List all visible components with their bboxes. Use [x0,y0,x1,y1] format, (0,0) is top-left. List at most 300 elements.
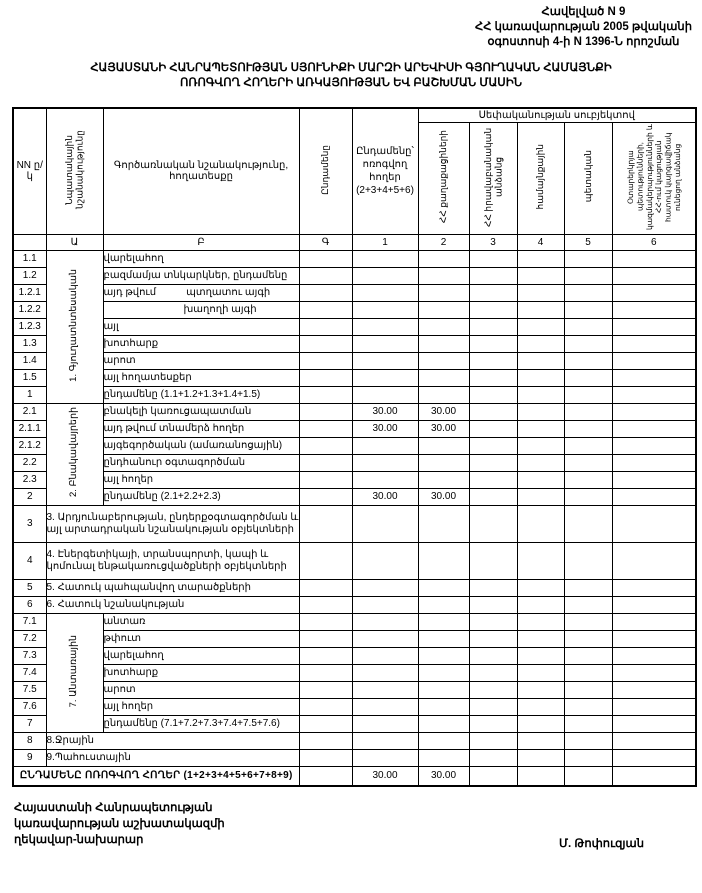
value-cell: 30.00 [418,488,469,505]
row-label: 6. Հատուկ նշանակության [46,596,299,613]
table-row [13,732,696,749]
table-row [13,318,696,335]
value-cell [564,352,612,369]
row-label: ընդամենը (2.1+2.2+2.3) [103,488,299,505]
value-cell [299,596,352,613]
row-label: այլ հողեր [103,471,299,488]
group-label [46,613,103,732]
value-cell [418,630,469,647]
table-row [13,267,696,284]
total-row-label: ԸՆԴԱՄԵՆԸ ՈՌՈԳՎՈՂ ՀՈՂԵՐ (1+2+3+4+5+6+7+8+9) [13,766,299,786]
table-row [13,335,696,352]
col-header-community-text: համայնքային [535,143,546,210]
row-label: խաղողի այգի [103,301,299,318]
value-cell [564,613,612,630]
col-letter: Գ [299,234,352,250]
document-header [475,5,692,50]
value-cell [299,471,352,488]
value-cell [418,352,469,369]
value-cell [564,318,612,335]
row-number: 6 [13,596,46,613]
row-label: ընդհանուր օգտագործման [103,454,299,471]
value-cell [612,471,696,488]
table-row [13,542,696,579]
value-cell [612,647,696,664]
value-cell [418,681,469,698]
value-cell [564,488,612,505]
value-cell [564,420,612,437]
col-letter: 3 [469,234,517,250]
value-cell [517,613,564,630]
row-label: 3. Արդյունաբերության, ընդերքօգտագործման և այլ արտադրական նշանակության օբյեկտների [46,505,299,542]
value-cell [418,596,469,613]
value-cell [517,454,564,471]
value-cell [517,732,564,749]
table-row [13,613,696,630]
value-cell [612,335,696,352]
value-cell [352,352,418,369]
value-cell [299,488,352,505]
value-cell [564,732,612,749]
value-cell [612,766,696,786]
table-row [13,596,696,613]
value-cell [517,681,564,698]
row-number: 7.3 [13,647,46,664]
value-cell [564,403,612,420]
value-cell [352,267,418,284]
row-number: 7 [13,715,46,732]
value-cell [299,386,352,403]
value-cell [469,267,517,284]
col-header-nn: NN ը/կ [13,108,46,234]
group-label [46,250,103,403]
value-cell [469,386,517,403]
value-cell [469,630,517,647]
table-row [13,647,696,664]
value-cell [352,318,418,335]
value-cell [418,505,469,542]
value-cell [418,250,469,267]
row-label: բազմամյա տնկարկներ, ընդամենը [103,267,299,284]
value-cell [517,505,564,542]
value-cell [299,698,352,715]
row-label-part-2: պտղատու այգի [186,286,271,298]
table-row [13,454,696,471]
table-letters-row [13,234,696,250]
value-cell [352,630,418,647]
value-cell [469,647,517,664]
value-cell [299,369,352,386]
value-cell [517,698,564,715]
value-cell [564,437,612,454]
value-cell [612,613,696,630]
row-label: բնակելի կառուցապատման [103,403,299,420]
row-number: 3 [13,505,46,542]
col-header-state [564,122,612,234]
value-cell [469,284,517,301]
value-cell [418,698,469,715]
value-cell [517,647,564,664]
table-row [13,766,696,786]
value-cell [469,681,517,698]
value-cell [564,542,612,579]
value-cell [469,352,517,369]
value-cell [469,335,517,352]
value-cell [612,749,696,766]
table-row [13,579,696,596]
value-cell [418,579,469,596]
col-header-purpose-text: Նպատակային նշանակությունը [64,130,85,210]
value-cell [564,698,612,715]
value-cell [469,437,517,454]
value-cell [612,488,696,505]
row-label: անտառ [103,613,299,630]
col-header-citizens [418,122,469,234]
value-cell [517,301,564,318]
value-cell [352,505,418,542]
row-label: խոտհարք [103,335,299,352]
value-cell [299,284,352,301]
row-number: 9 [13,749,46,766]
table-row [13,488,696,505]
value-cell [517,488,564,505]
value-cell [517,386,564,403]
value-cell [352,698,418,715]
value-cell [517,437,564,454]
table-row [13,369,696,386]
value-cell [612,630,696,647]
value-cell [299,352,352,369]
value-cell [469,542,517,579]
value-cell [564,369,612,386]
row-number: 1.4 [13,352,46,369]
value-cell [418,664,469,681]
value-cell [517,579,564,596]
row-label: արոտ [103,681,299,698]
row-number: 7.2 [13,630,46,647]
value-cell [517,664,564,681]
value-cell [299,715,352,732]
row-label: 5. Հատուկ պահպանվող տարածքների [46,579,299,596]
value-cell [299,749,352,766]
table-header-row-1 [13,108,696,122]
row-number: 7.6 [13,698,46,715]
value-cell [612,681,696,698]
value-cell [612,267,696,284]
value-cell [612,437,696,454]
value-cell [612,403,696,420]
row-number: 2 [13,488,46,505]
value-cell [418,335,469,352]
value-cell [418,542,469,579]
value-cell [352,301,418,318]
value-cell [469,698,517,715]
value-cell [517,284,564,301]
footer-line-1: Հայաստանի Հանրապետության [14,802,213,814]
row-label-part-1: այդ թվում [103,286,157,298]
group-label-text: 1. Գյուղատնտեսական [68,268,80,382]
table-row [13,284,696,301]
group-label [46,403,103,505]
value-cell [612,301,696,318]
value-cell [352,250,418,267]
value-cell [517,403,564,420]
table-row [13,420,696,437]
value-cell [418,732,469,749]
row-label: այգեգործական (ամառանոցային) [103,437,299,454]
value-cell [352,681,418,698]
value-cell: 30.00 [352,420,418,437]
value-cell [299,403,352,420]
row-label: ընդամենը (1.1+1.2+1.3+1.4+1.5) [103,386,299,403]
value-cell [517,369,564,386]
value-cell [299,766,352,786]
value-cell [299,318,352,335]
page-title-line-2: ՈՌՈԳՎՈՂ ՀՈՂԵՐԻ ԱՌԿԱՅՈՒԹՅԱՆ ԵՎ ԲԱՇԽՄԱՆ ՄԱՍԻՆ [179,76,523,89]
table-row [13,437,696,454]
row-number: 1.5 [13,369,46,386]
value-cell [564,749,612,766]
row-number: 1.1 [13,250,46,267]
col-letter: Ա [46,234,103,250]
table-row [13,250,696,267]
value-cell [352,542,418,579]
value-cell [517,596,564,613]
footer-line-3: ղեկավար-նախարար [14,834,144,847]
col-header-legal-entities-text: ՀՀ իրավաբանական անձանց [482,126,503,227]
value-cell [352,284,418,301]
value-cell [352,437,418,454]
value-cell [517,335,564,352]
value-cell [352,471,418,488]
value-cell [469,471,517,488]
row-label: թփուտ [103,630,299,647]
value-cell [612,318,696,335]
value-cell [299,647,352,664]
value-cell [564,386,612,403]
row-number: 7.1 [13,613,46,630]
value-cell [517,471,564,488]
value-cell [352,579,418,596]
col-header-total [299,108,352,234]
value-cell [612,454,696,471]
value-cell [418,386,469,403]
value-cell [352,454,418,471]
value-cell [418,471,469,488]
value-cell [418,647,469,664]
table-row [13,352,696,369]
value-cell: 30.00 [352,488,418,505]
row-number: 8 [13,732,46,749]
row-number: 2.1 [13,403,46,420]
value-cell [299,250,352,267]
value-cell [612,664,696,681]
col-header-state-text: պետական [582,150,593,203]
value-cell [612,579,696,596]
value-cell [352,386,418,403]
table-body [13,250,696,786]
value-cell [564,250,612,267]
value-cell [469,369,517,386]
value-cell [564,647,612,664]
value-cell [469,579,517,596]
row-label: 4. Էներգետիկայի, տրանսպորտի, կապի և կոմունալ ենթակառուցվածքների օբյեկտների [46,542,299,579]
value-cell [517,542,564,579]
value-cell [469,715,517,732]
page-title-line-1: ՀԱՅԱՍՏԱՆԻ ՀԱՆՐԱՊԵՏՈՒԹՅԱՆ ՍՅՈՒՆԻՔԻ ՄԱՐԶԻ ԱՐԵՎԻՍԻ ԳՅՈՒՂԱԿԱՆ ՀԱՄԱՅՆՔԻ [90,62,612,74]
value-cell [564,505,612,542]
value-cell [517,715,564,732]
value-cell [612,369,696,386]
value-cell [299,732,352,749]
value-cell [299,542,352,579]
value-cell [564,471,612,488]
row-label: վարելահող [103,647,299,664]
value-cell [418,369,469,386]
group-label-text: 2. Բնակավայրերի [68,407,80,498]
table-row [13,664,696,681]
land-distribution-table [12,107,697,787]
value-cell [564,715,612,732]
value-cell [564,664,612,681]
col-letter: 1 [352,234,418,250]
col-header-total-text: Ընդամենը [320,144,331,195]
government-line: ՀՀ կառավարության 2005 թվականի [474,20,692,33]
value-cell [564,681,612,698]
table-row [13,386,696,403]
table-row [13,681,696,698]
table-row [13,471,696,488]
footer-line-2: կառավարության աշխատակազմի [14,818,225,831]
value-cell [612,698,696,715]
value-cell [299,420,352,437]
value-cell [517,352,564,369]
value-cell [564,596,612,613]
value-cell [418,613,469,630]
row-number: 4 [13,542,46,579]
value-cell [517,630,564,647]
value-cell [469,420,517,437]
value-cell [517,318,564,335]
value-cell [299,505,352,542]
value-cell [418,715,469,732]
col-letter: 2 [418,234,469,250]
row-number: 5 [13,579,46,596]
value-cell [299,579,352,596]
row-number: 2.3 [13,471,46,488]
value-cell [299,613,352,630]
value-cell [418,318,469,335]
row-number: 1.2.2 [13,301,46,318]
row-number: 2.1.1 [13,420,46,437]
table-row [13,749,696,766]
value-cell [564,454,612,471]
value-cell [517,749,564,766]
row-number: 1.2 [13,267,46,284]
value-cell [299,630,352,647]
value-cell [352,749,418,766]
table-row [13,630,696,647]
value-cell [564,766,612,786]
value-cell [564,301,612,318]
value-cell [469,613,517,630]
value-cell [612,596,696,613]
row-label: ընդամենը (7.1+7.2+7.3+7.4+7.5+7.6) [103,715,299,732]
value-cell [612,542,696,579]
value-cell [299,437,352,454]
value-cell [612,250,696,267]
value-cell: 30.00 [418,420,469,437]
value-cell [469,749,517,766]
col-letter: 6 [612,234,696,250]
value-cell: 30.00 [418,766,469,786]
value-cell: 30.00 [352,766,418,786]
col-letter: 4 [517,234,564,250]
row-number: 1.2.3 [13,318,46,335]
page-title [0,61,702,91]
value-cell [517,420,564,437]
value-cell: 30.00 [352,403,418,420]
value-cell [469,766,517,786]
value-cell [564,267,612,284]
value-cell [352,596,418,613]
col-letter [13,234,46,250]
row-number: 1.3 [13,335,46,352]
value-cell [564,579,612,596]
group-label-text: 7. Անտառային [68,634,80,708]
value-cell [469,664,517,681]
value-cell [299,454,352,471]
value-cell [418,301,469,318]
value-cell [352,335,418,352]
value-cell [517,766,564,786]
value-cell [612,284,696,301]
row-number: 2.2 [13,454,46,471]
col-header-ownership-group: Սեփականության սուբյեկտով [418,108,696,122]
col-header-citizens-text: ՀՀ քաղաքացիների [438,129,449,224]
value-cell [299,681,352,698]
value-cell [352,647,418,664]
value-cell [352,715,418,732]
table-row [13,301,696,318]
value-cell [612,715,696,732]
row-number: 7.5 [13,681,46,698]
appendix-line: Հավելված N 9 [541,6,626,18]
value-cell [418,284,469,301]
value-cell [564,630,612,647]
value-cell [352,732,418,749]
value-cell [299,267,352,284]
table-row [13,715,696,732]
row-label: արոտ [103,352,299,369]
row-number: 2.1.2 [13,437,46,454]
signature-name: Մ. Թոփուզյան [558,838,644,850]
value-cell [469,250,517,267]
table-row [13,403,696,420]
value-cell [352,369,418,386]
row-number: 1.2.1 [13,284,46,301]
value-cell [469,488,517,505]
value-cell [517,267,564,284]
row-label: վարելահող [103,250,299,267]
value-cell [469,454,517,471]
value-cell: 30.00 [418,403,469,420]
value-cell [418,454,469,471]
col-letter: Բ [103,234,299,250]
row-label: այլ հողեր [103,698,299,715]
value-cell [612,386,696,403]
col-header-purpose [46,108,103,234]
